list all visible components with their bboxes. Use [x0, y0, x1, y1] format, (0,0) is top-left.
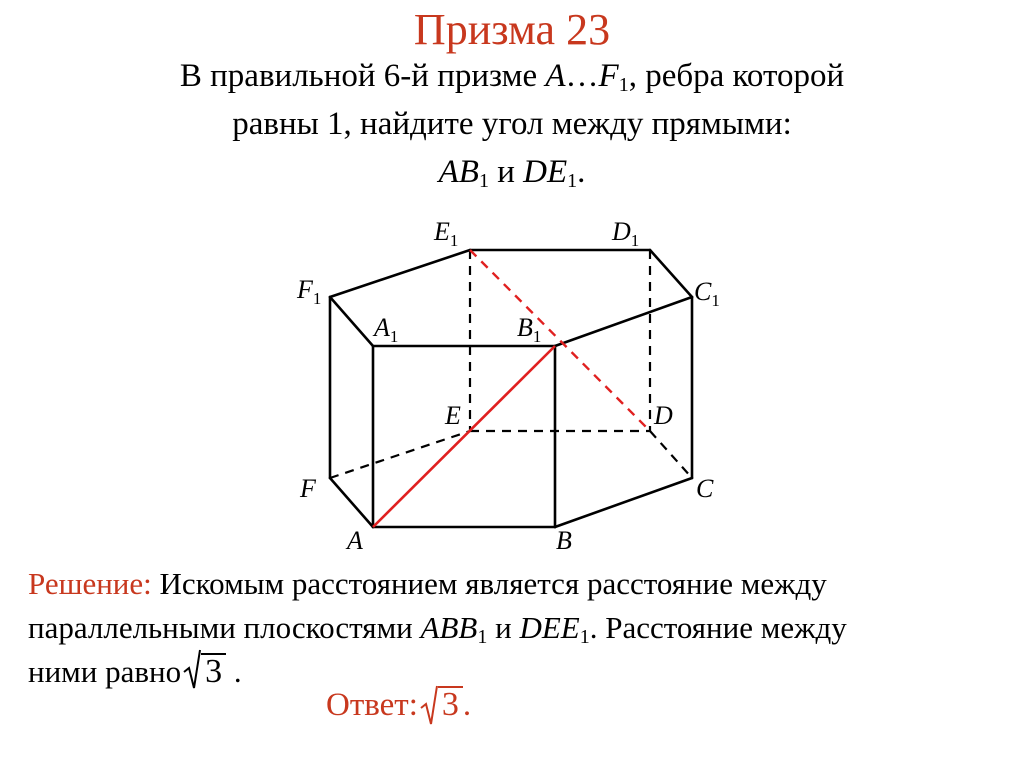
edge-c1b1: [555, 297, 692, 346]
label-b1: $B_1$: [517, 313, 542, 346]
answer-label: Ответ:: [326, 687, 418, 723]
label-f1: $F_1$: [297, 275, 322, 308]
problem-text: , ребра которой: [628, 58, 845, 94]
problem-line-2: равны 1, найдите угол между прямыми:: [232, 106, 792, 142]
label-b: B: [556, 526, 572, 555]
label-e1: $E_1$: [434, 217, 459, 250]
sqrt-expression: [183, 650, 226, 694]
edge-bc: [555, 478, 692, 527]
period: .: [226, 654, 242, 689]
edge-d1c1: [650, 250, 692, 297]
edge-dc-hidden: [650, 431, 692, 478]
solution-heading: Решение:: [28, 566, 152, 601]
subscript: 1: [478, 170, 489, 192]
slide-title: Призма 23: [413, 5, 611, 54]
solution-text: ними равно: [28, 654, 182, 689]
period: .: [462, 687, 472, 723]
sqrt-value: 3: [201, 653, 226, 689]
radical-sign-icon: [183, 646, 201, 690]
vertex-a: A: [545, 58, 566, 94]
conjunction: и: [488, 154, 524, 190]
solution-block: [28, 562, 988, 694]
ellipsis: …: [565, 58, 599, 94]
conjunction: и: [487, 610, 520, 645]
solution-text: . Расстояние между: [589, 610, 847, 645]
label-a1: $A_1$: [374, 313, 399, 346]
answer-block: [326, 686, 471, 724]
subscript: 1: [618, 74, 629, 96]
solution-line-3: [28, 650, 988, 694]
radical-sign-icon: [420, 682, 438, 726]
edge-fa: [330, 478, 373, 527]
edge-f1e1: [330, 250, 470, 297]
period: .: [577, 154, 586, 190]
subscript: 1: [477, 626, 488, 648]
label-d: D: [654, 401, 673, 430]
label-c: C: [696, 474, 714, 503]
edge-a1f1: [330, 297, 373, 346]
edge-fe-hidden: [330, 431, 470, 478]
answer-value: 3: [438, 686, 463, 722]
segment-ab1: [373, 346, 555, 527]
plane-abb1: ABB: [420, 610, 478, 645]
solution-line-2: [28, 606, 988, 650]
label-c1: $C_1$: [694, 277, 720, 310]
label-f: F: [300, 474, 316, 503]
problem-text: В правильной 6-й призме: [179, 58, 546, 94]
subscript: 1: [567, 170, 578, 192]
vertex-f: F: [598, 58, 619, 94]
solution-text: Искомым расстоянием является расстояние между: [151, 566, 827, 601]
subscript: 1: [579, 626, 590, 648]
plane-dee1: DEE: [519, 610, 580, 645]
line-ab1: AB: [438, 154, 479, 190]
solution-line-1: [28, 562, 988, 606]
label-d1: $D_1$: [612, 217, 640, 250]
label-a: A: [347, 526, 363, 555]
label-e: E: [445, 401, 461, 430]
solution-text: параллельными плоскостями: [28, 610, 421, 645]
line-de1: DE: [523, 154, 568, 190]
answer-sqrt: [420, 686, 463, 724]
